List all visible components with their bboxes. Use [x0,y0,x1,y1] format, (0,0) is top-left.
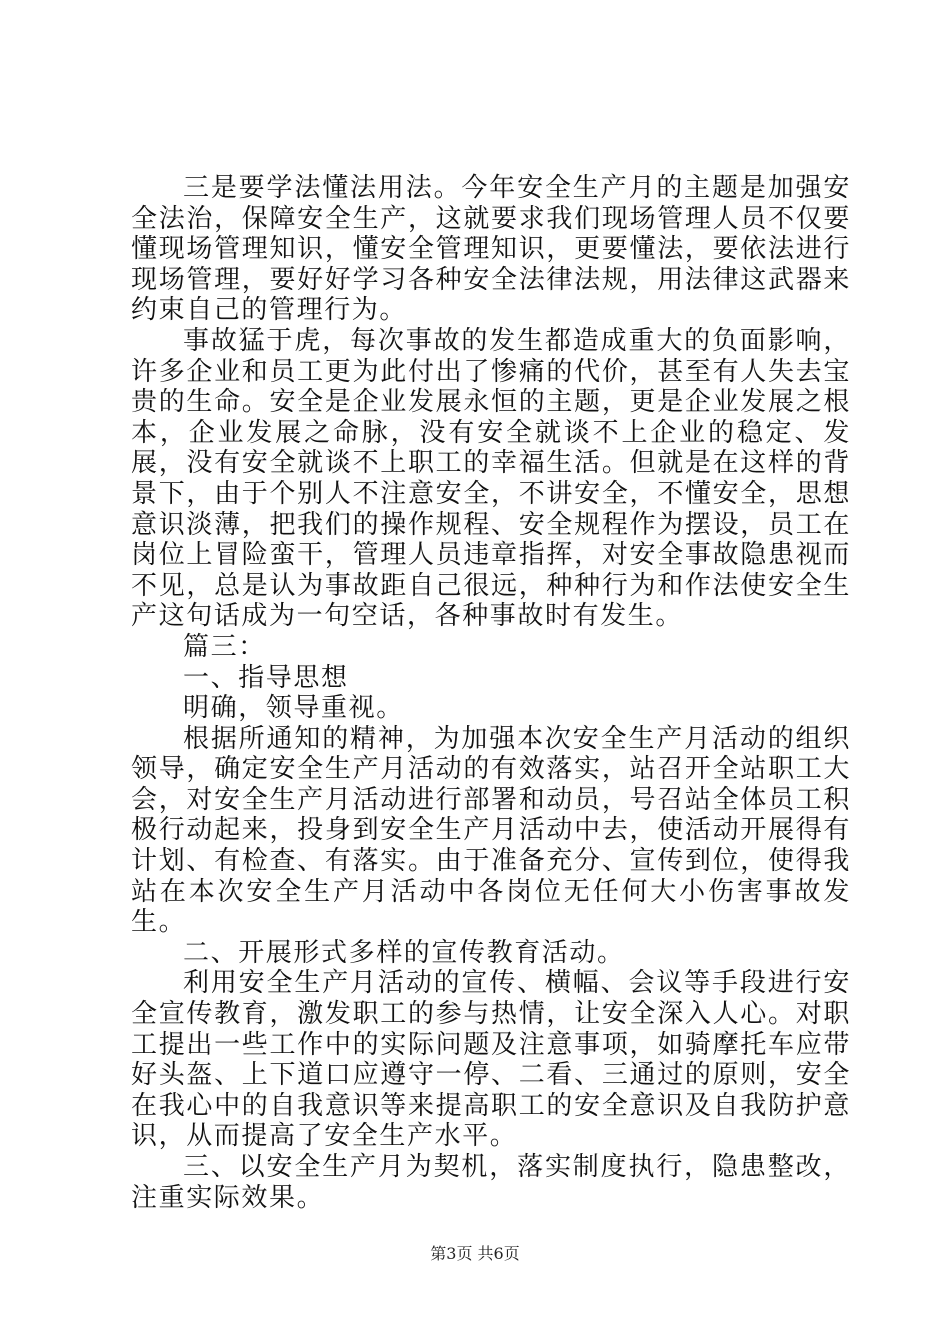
paragraph: 利用安全生产月活动的宣传、横幅、会议等手段进行安全宣传教育，激发职工的参与热情，让安全深入人心。对职工提出一些工作中的实际问题及注意事项，如骑摩托车应带好头盔、上下道口应遵守一停、二看、三通过的原则，安全在我心中的自我意识等来提高职工的安全意识及自我防护意识，从而提高了安全生产水平。 [131,968,851,1152]
paragraph: 三是要学法懂法用法。今年安全生产月的主题是加强安全法治，保障安全生产，这就要求我们现场管理人员不仅要懂现场管理知识，懂安全管理知识，更要懂法，要依法进行现场管理，要好好学习各种安全法律法规，用法律这武器来约束自己的管理行为。 [131,173,851,326]
page-footer [0,1244,950,1264]
paragraph: 事故猛于虎，每次事故的发生都造成重大的负面影响，许多企业和员工更为此付出了惨痛的代价，甚至有人失去宝贵的生命。安全是企业发展永恒的主题，更是企业发展之根本，企业发展之命脉，没有安全就谈不上企业的稳定、发展，没有安全就谈不上职工的幸福生活。但就是在这样的背景下，由于个别人不注意安全，不讲安全，不懂安全，思想意识淡薄，把我们的操作规程、安全规程作为摆设，员工在岗位上冒险蛮干，管理人员违章指挥，对安全事故隐患视而不见，总是认为事故距自己很远，种种行为和作法使安全生产这句话成为一句空话，各种事故时有发生。 [131,325,851,632]
subsection-heading: 一、指导思想 [183,662,349,693]
paragraph: 明确，领导重视。 [183,693,404,724]
section-heading: 篇三： [183,631,266,662]
subsection-heading: 二、开展形式多样的宣传教育活动。 [183,937,625,968]
document-body [131,173,851,1213]
page-number: 第3页 共6页 [430,1244,520,1263]
paragraph: 根据所通知的精神，为加强本次安全生产月活动的组织领导，确定安全生产月活动的有效落实，站召开全站职工大会，对安全生产月活动进行部署和动员，号召站全体员工积极行动起来，投身到安全生产月活动中去，使活动开展得有计划、有检查、有落实。由于准备充分、宣传到位，使得我站在本次安全生产月活动中各岗位无任何大小伤害事故发生。 [131,723,851,938]
subsection-heading: 三、以安全生产月为契机，落实制度执行，隐患整改，注重实际效果。 [131,1152,851,1213]
